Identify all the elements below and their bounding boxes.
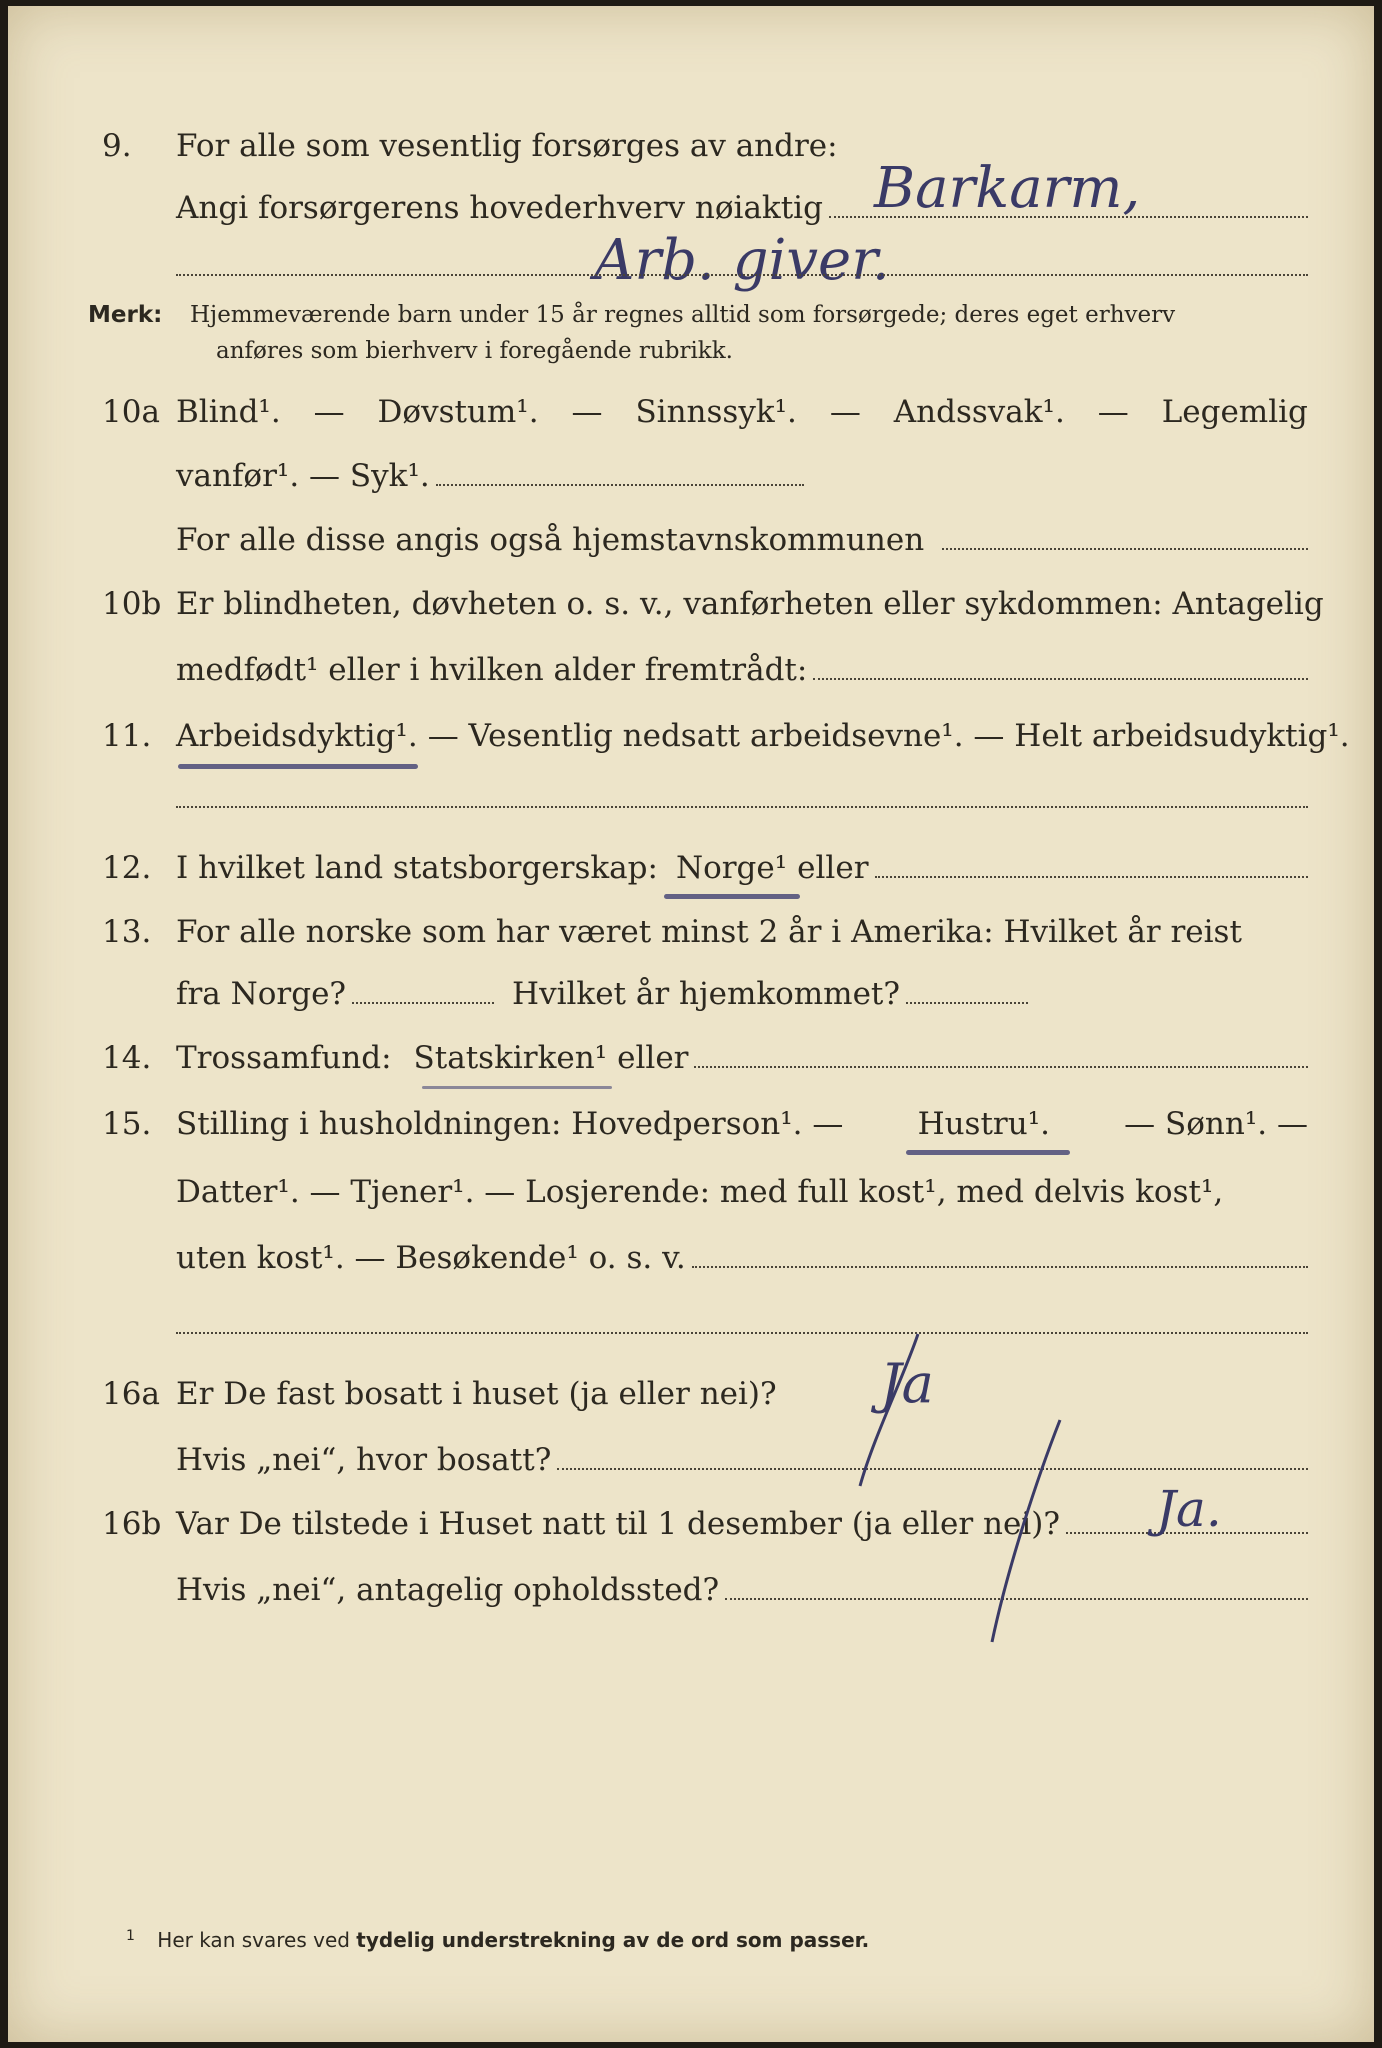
q15-text1a: Stilling i husholdningen: Hovedperson¹. — <box>176 1106 844 1142</box>
q16b-text2: Hvis „nei“, antagelig opholdssted? <box>176 1572 720 1608</box>
q16a-number: 16a <box>102 1376 160 1412</box>
q10a-options <box>176 394 1308 430</box>
q14-eller: eller <box>617 1040 689 1076</box>
q14-number: 14. <box>102 1040 152 1076</box>
q9-number: 9. <box>102 128 132 164</box>
q11-number: 11. <box>102 718 152 754</box>
q10a-dash: — <box>1097 394 1129 430</box>
q14-line <box>8 1040 1374 1084</box>
q15-text2: Datter¹. — Tjener¹. — Losjerende: med full kost¹, med delvis kost¹, <box>176 1174 1224 1210</box>
q12-eller: eller <box>797 850 869 886</box>
q10a-text2: vanfør¹. — Syk¹. <box>176 458 430 494</box>
merk-text2: anføres som bierhverv i foregående rubrikk. <box>216 338 733 364</box>
q10a-number: 10a <box>102 394 160 430</box>
q10a-option[interactable]: Andssvak¹. <box>893 394 1065 430</box>
q13-text1: For alle norske som har været minst 2 år i Amerika: Hvilket år reist <box>176 914 1242 950</box>
q13-number: 13. <box>102 914 152 950</box>
q11-line <box>8 718 1374 762</box>
q11-other-options: — Vesentlig nedsatt arbeidsevne¹. — Helt arbeidsudyktig¹. <box>427 718 1350 754</box>
q16b-handwritten-answer: Ja. <box>1156 1480 1222 1538</box>
q13-text2a: fra Norge? <box>176 976 347 1012</box>
q15-number: 15. <box>102 1106 152 1142</box>
q10a-dash: — <box>313 394 345 430</box>
q9-text2: Angi forsørgerens hovederhverv nøiaktig <box>176 190 823 226</box>
q12-option-norge[interactable]: Norge¹ <box>675 850 788 886</box>
q10b-line2 <box>8 652 1374 696</box>
q15-answer-field[interactable] <box>692 1242 1308 1268</box>
q9-handwritten-answer2: Arb. giver. <box>594 228 890 293</box>
q10a-line3 <box>8 522 1374 566</box>
q10a-dash: — <box>571 394 603 430</box>
q10a-line2 <box>8 458 1374 502</box>
merk-label: Merk: <box>88 302 163 328</box>
footnote-bold-text: tydelig understrekning av de ord som passer. <box>356 1928 870 1952</box>
q13-line2 <box>8 976 1374 1020</box>
q10b-text2: medfødt¹ eller i hvilken alder fremtrådt: <box>176 652 808 688</box>
q14-text: Trossamfund: <box>176 1040 392 1076</box>
merk-text1: Hjemmeværende barn under 15 år regnes alltid som forsørgede; deres eget erhverv <box>190 302 1176 328</box>
q12-number: 12. <box>102 850 152 886</box>
q16a-handwritten-answer: Ja <box>880 1352 934 1415</box>
q10a-option[interactable]: Legemlig <box>1161 394 1308 430</box>
q10b-answer-field[interactable] <box>813 654 1308 680</box>
q13-year-left-field[interactable] <box>352 978 494 1004</box>
handwritten-stroke <box>808 1316 1108 1656</box>
q14-answer-field[interactable] <box>694 1042 1308 1068</box>
q11-ink-underline <box>178 764 418 769</box>
q10a-text3: For alle disse angis også hjemstavnskommunen <box>176 522 925 558</box>
q10a-line1 <box>8 394 1374 438</box>
q10a-option[interactable]: Døvstum¹. <box>377 394 539 430</box>
q15-option-hustru[interactable]: Hustru¹. <box>917 1106 1050 1142</box>
q12-ink-underline <box>664 894 800 899</box>
q16a-line1 <box>8 1376 1374 1420</box>
q11-dotted-line <box>176 806 1308 808</box>
q10b-text1: Er blindheten, døvheten o. s. v., vanførheten eller sykdommen: Antagelig <box>176 586 1324 622</box>
q10a-answer-field[interactable] <box>436 460 804 486</box>
q16b-line2 <box>8 1572 1374 1616</box>
q10a-dash: — <box>829 394 861 430</box>
q10a-option[interactable]: Blind¹. <box>176 394 281 430</box>
q16b-text1: Var De tilstede i Huset natt til 1 desember (ja eller nei)? <box>176 1506 1060 1542</box>
q15-text3: uten kost¹. — Besøkende¹ o. s. v. <box>176 1240 686 1276</box>
q10b-number: 10b <box>102 586 162 622</box>
q13-line1 <box>8 914 1374 958</box>
q13-text2b: Hvilket år hjemkommet? <box>512 976 901 1012</box>
footnote-text: Her kan svares ved <box>157 1928 350 1952</box>
census-form-page <box>8 6 1374 2042</box>
footnote-mark: 1 <box>126 1928 135 1944</box>
q14-option-statskirken[interactable]: Statskirken¹ <box>413 1040 608 1076</box>
q15-line2 <box>8 1174 1374 1218</box>
q9-extra-dotted-line <box>176 274 1308 276</box>
q10a-option[interactable]: Sinnssyk¹. <box>635 394 797 430</box>
q16a-text2: Hvis „nei“, hvor bosatt? <box>176 1442 552 1478</box>
q11-option-arbeidsdyktig[interactable]: Arbeidsdyktig¹. <box>176 718 418 754</box>
q9-text1: For alle som vesentlig forsørges av andre: <box>176 128 838 164</box>
q9-handwritten-answer1: Barkarm, <box>874 156 1141 221</box>
q16b-number: 16b <box>102 1506 162 1542</box>
footnote <box>126 1928 869 1952</box>
q10b-line1 <box>8 586 1374 630</box>
q12-line <box>8 850 1374 894</box>
q12-answer-field[interactable] <box>875 852 1308 878</box>
q15-line3 <box>8 1240 1374 1284</box>
q14-ink-underline <box>422 1086 612 1089</box>
q15-dotted-line <box>176 1332 1308 1334</box>
q15-line1 <box>8 1106 1374 1150</box>
q10a-hometown-field[interactable] <box>942 524 1308 550</box>
q16a-text1: Er De fast bosatt i huset (ja eller nei)? <box>176 1376 777 1412</box>
q15-text1c: — Sønn¹. — <box>1124 1106 1308 1142</box>
q15-ink-underline <box>906 1150 1070 1155</box>
q9-line1 <box>8 128 1374 172</box>
q13-year-returned-field[interactable] <box>906 978 1028 1004</box>
q12-text: I hvilket land statsborgerskap: <box>176 850 658 886</box>
